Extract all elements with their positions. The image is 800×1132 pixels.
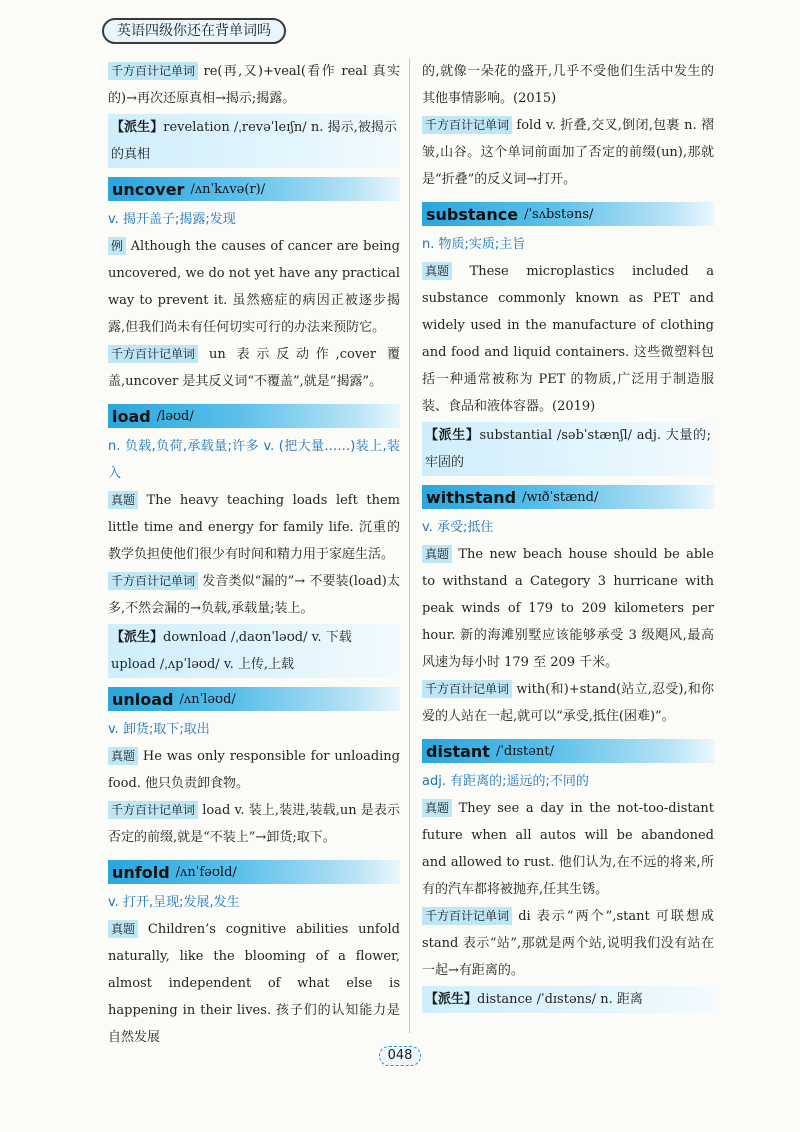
headword-bar [422,485,714,509]
example-text: The heavy teaching loads left them little time and energy for family life. 沉重的教学负担使他们很少有时间和精力用于家庭生活。 [108,493,400,562]
example-text: These microplastics included a substance commonly known as PET and widely used in the manufacture of clothing and food and liquid containers. 这些微塑料包括一种通常被称为 PET 的物质,广泛用于制造服装、食品和液体容器。(2019) [422,264,714,414]
derivative-text: download /ˌdaʊnˈləʊd/ v. 下载 [163,630,352,645]
memory-label: 千方百计记单词 [108,572,198,590]
example [108,233,400,341]
example-label: 真题 [422,545,452,563]
example-text: He was only responsible for unloading food. 他只负责卸食物。 [108,749,400,791]
memory-text: fold v. 折叠,交叉,倒闭,包裹 n. 褶皱,山谷。这个单词前面加了否定的前缀(un),那就是“折叠”的反义词→打开。 [422,118,714,187]
phonetic: /ʌnˈfəʊld/ [175,864,237,880]
example-label: 真题 [108,920,138,938]
headword: load [112,406,151,426]
example [422,541,714,676]
headword-bar [422,739,714,763]
example-continued: 的,就像一朵花的盛开,几乎不受他们生活中发生的其他事情影响。(2015) [422,64,714,106]
page-number: 048 [379,1046,421,1066]
definition: v. 打开,呈现;发展,发生 [108,895,240,910]
derivative-box [108,624,400,678]
memory-note [108,58,400,112]
headword: substance [426,204,519,224]
definition: n. 物质;实质;主旨 [422,237,526,252]
headword-bar [422,202,714,226]
example-text: The new beach house should be able to withstand a Category 3 hurricane with peak winds of 179 to 209 kilometers per hour. 新的海滩别墅应该能够承受 3 级飓风,最高风速为每小时 179 至 209 千米。 [422,547,714,670]
memory-label: 千方百计记单词 [108,62,198,80]
example-text: Although the causes of cancer are being uncovered, we do not yet have any practical way to prevent it. 虽然癌症的病因正被逐步揭露,但我们尚未有任何切实可行的办法来预防它。 [108,239,400,335]
derivative-box [108,114,400,168]
headword-bar [108,860,400,884]
example [422,258,714,420]
memory-label: 千方百计记单词 [422,680,512,698]
headword: unfold [112,862,170,882]
derivative-text: substantial /səbˈstænʃl/ adj. 大量的;牢固的 [425,428,711,470]
derivative-box [422,422,714,476]
memory-note [422,676,714,730]
right-column [422,58,714,1015]
derivative-label: 【派生】 [111,120,164,135]
definition: v. 承受;抵住 [422,520,494,535]
phonetic: /ləʊd/ [156,408,194,424]
example [108,743,400,797]
headword-bar [108,177,400,201]
derivative-label: 【派生】 [111,630,164,645]
memory-note [422,903,714,984]
example-text: Children’s cognitive abilities unfold naturally, like the blooming of a flower, almost independent of what else is happening in their lives. 孩子们的认知能力是自然发展 [108,922,400,1045]
memory-note [108,568,400,622]
phonetic: /ʌnˈkʌvə(r)/ [190,181,266,197]
memory-note [108,797,400,851]
memory-note [108,341,400,395]
headword-bar [108,687,400,711]
derivative-text: revelation /ˌrevəˈleɪʃn/ n. 揭示,被揭示的真相 [111,120,397,162]
left-column [108,58,400,1051]
phonetic: /wɪðˈstænd/ [522,489,599,505]
example [108,487,400,568]
headword-bar [108,404,400,428]
headword: unload [112,689,174,709]
example-label: 真题 [108,491,138,509]
phonetic: /ʌnˈləʊd/ [179,691,236,707]
memory-text: di 表示“两个”,stant 可联想成 stand 表示“站”,那就是两个站,说明我们没有站在一起→有距离的。 [422,909,714,978]
derivative-text: distance /ˈdɪstəns/ n. 距离 [477,992,643,1007]
phonetic: /ˈsʌbstəns/ [524,206,594,222]
page-header-tag: 英语四级你还在背单词吗 [102,18,286,44]
headword: uncover [112,179,185,199]
memory-text: un 表示反动作,cover 覆盖,uncover 是其反义词“不覆盖”,就是“揭露”。 [108,347,400,389]
example [422,795,714,903]
example-label: 真题 [422,799,452,817]
derivative-text: upload /ˌʌpˈləʊd/ v. 上传,上载 [111,657,295,672]
column-divider [409,58,410,1033]
memory-label: 千方百计记单词 [108,345,198,363]
memory-label: 千方百计记单词 [422,907,512,925]
derivative-box [422,986,714,1013]
definition: n. 负载,负荷,承载量;许多 v. (把大量……)装上,装入 [108,439,400,481]
memory-label: 千方百计记单词 [108,801,198,819]
memory-text: 发音类似“漏的”→ 不要装(load)太多,不然会漏的→负载,承载量;装上。 [108,574,400,616]
example-label: 真题 [108,747,138,765]
definition: v. 揭开盖子;揭露;发现 [108,212,236,227]
example-label: 例 [108,237,126,255]
definition: adj. 有距离的;遥远的;不同的 [422,774,589,789]
example-label: 真题 [422,262,452,280]
headword: distant [426,741,490,761]
memory-note [422,112,714,193]
definition: v. 卸货;取下;取出 [108,722,210,737]
memory-text: re(再,又)+veal(看作 real 真实的)→再次还原真相→揭示;揭露。 [108,64,400,106]
example [108,916,400,1051]
derivative-label: 【派生】 [425,992,478,1007]
memory-text: with(和)+stand(站立,忍受),和你爱的人站在一起,就可以“承受,抵住(困难)”。 [422,682,715,724]
memory-text: load v. 装上,装进,装载,un 是表示否定的前缀,就是“不装上”→卸货;取下。 [108,803,400,845]
headword: withstand [426,487,517,507]
memory-label: 千方百计记单词 [422,116,512,134]
derivative-label: 【派生】 [425,428,480,443]
phonetic: /ˈdɪstənt/ [495,743,554,759]
example-text: They see a day in the not-too-distant future when all autos will be abandoned and allowed to rust. 他们认为,在不远的将来,所有的汽车都将被抛弃,任其生锈。 [422,801,714,897]
